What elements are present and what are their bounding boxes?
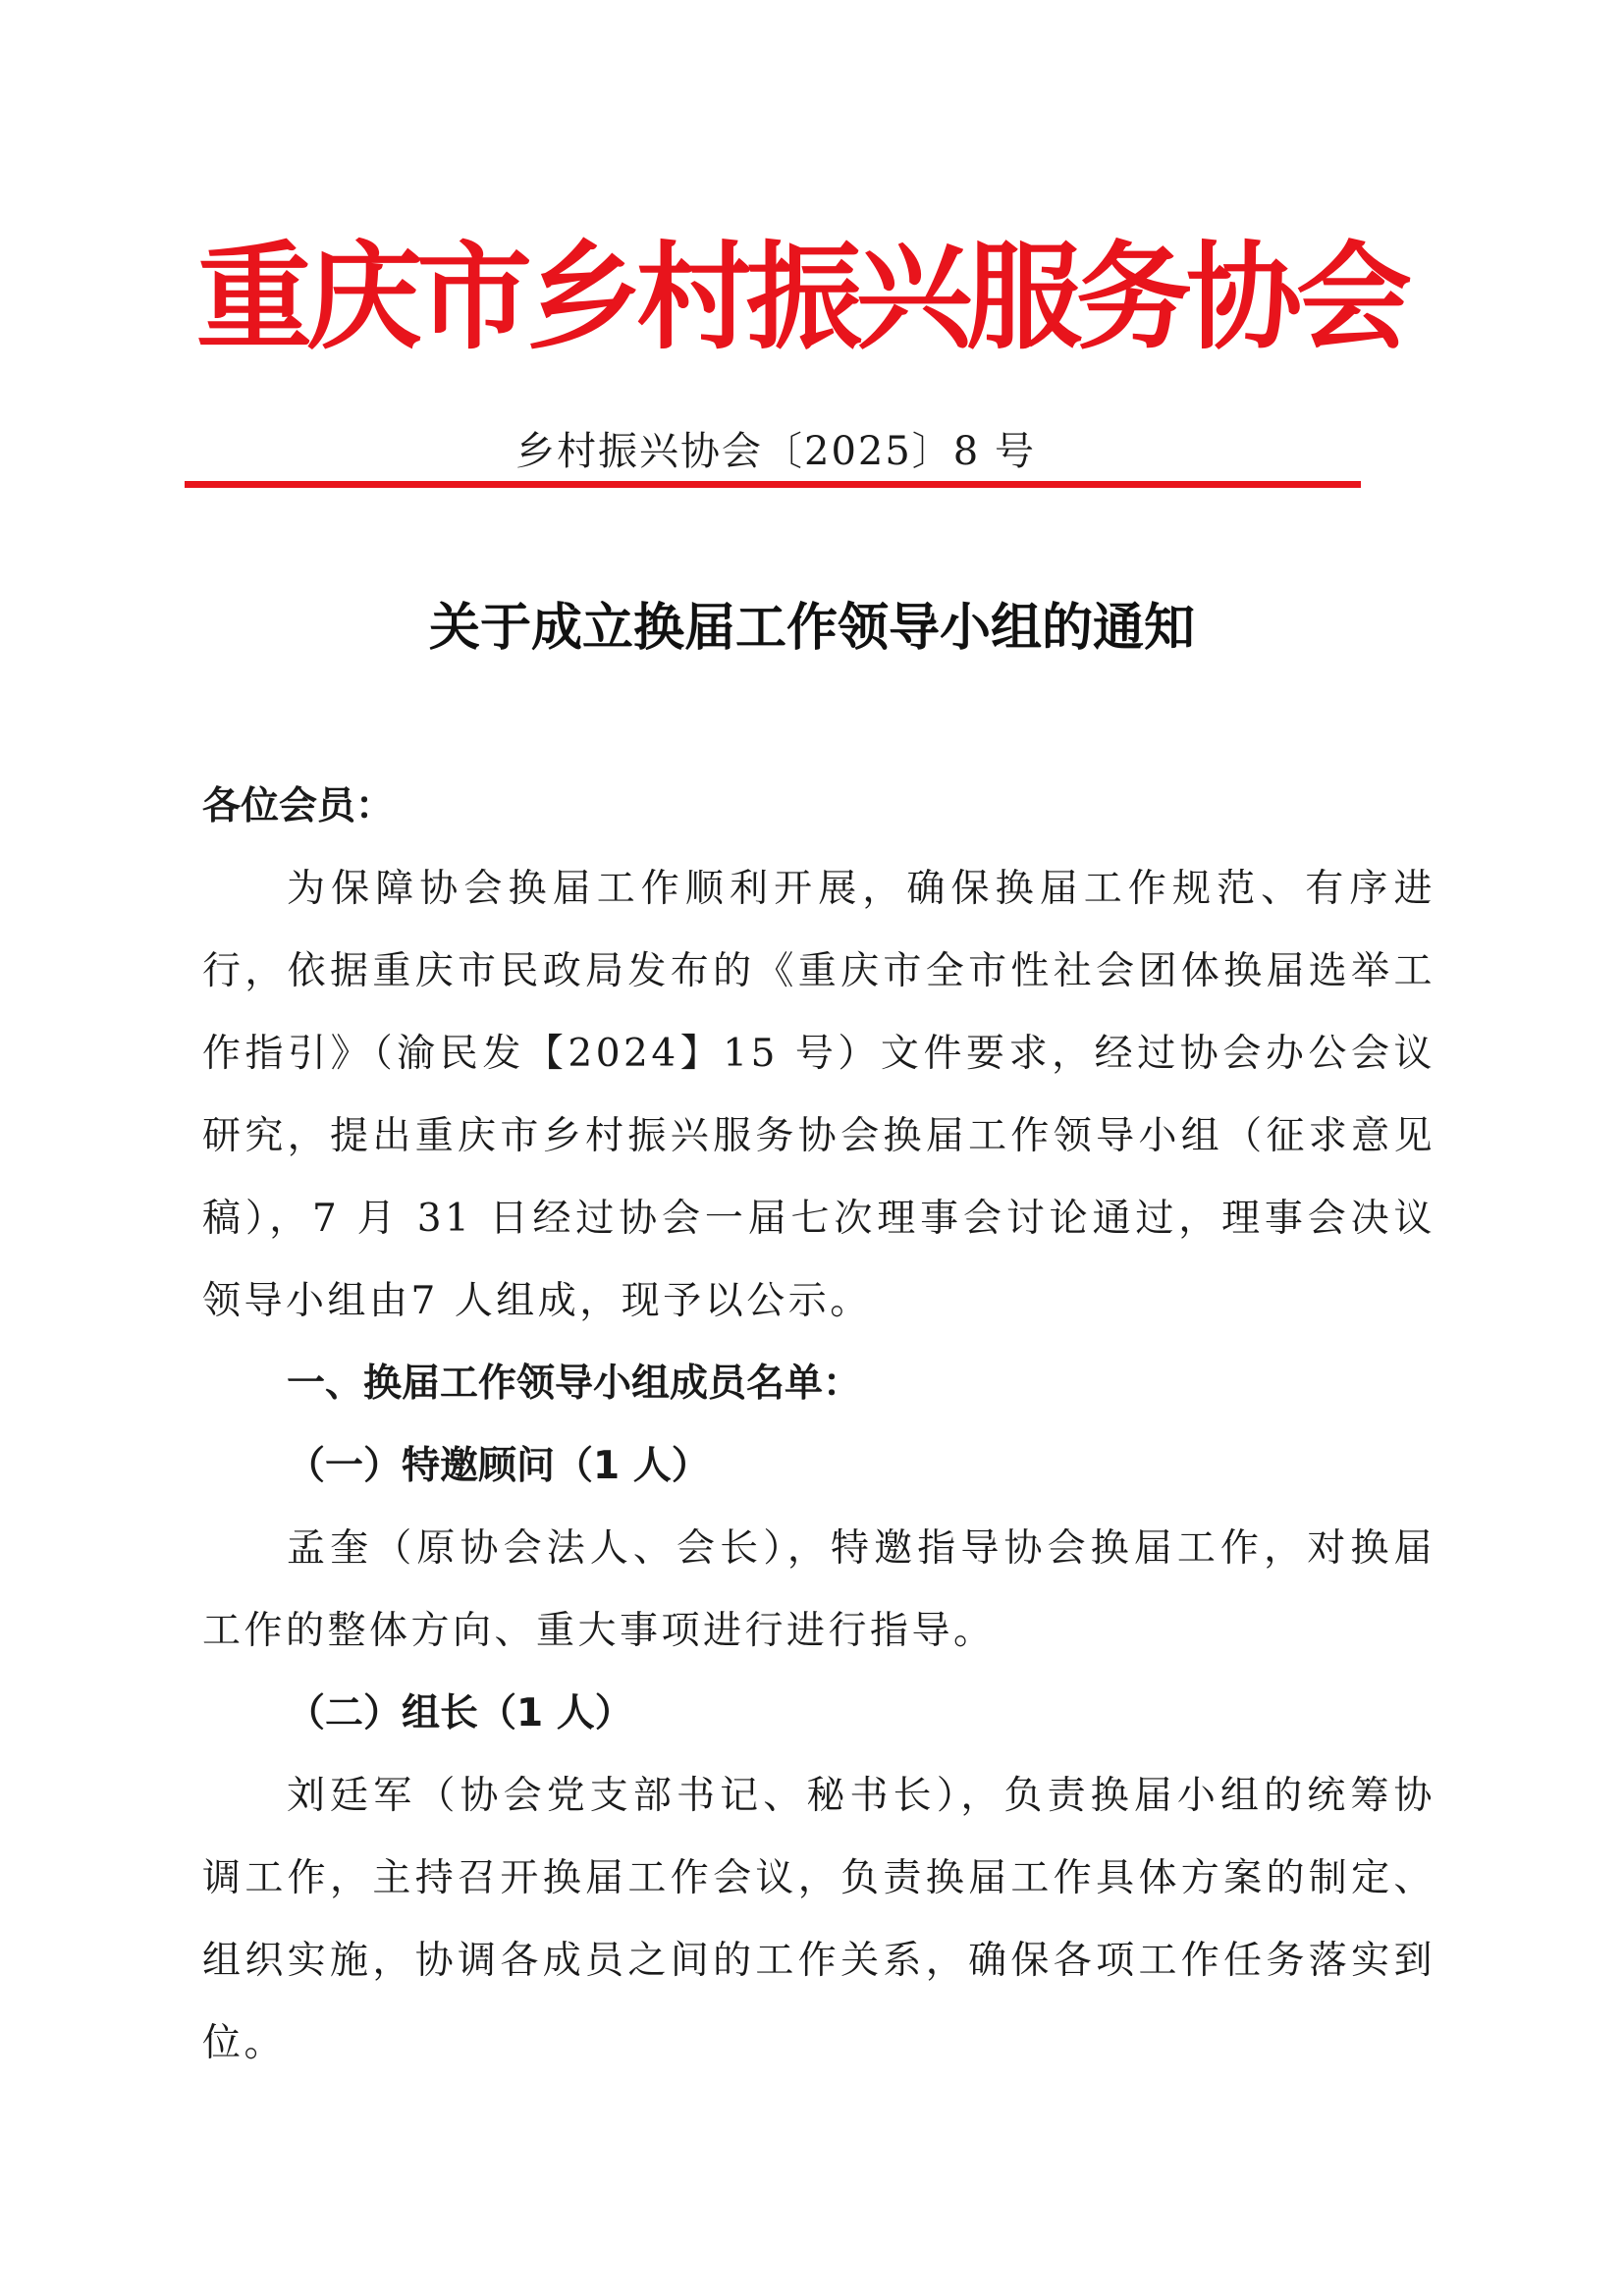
document-body [202,766,1435,2085]
subheading-special-advisor: （一）特邀顾问（1 人） [287,1444,710,1488]
section-heading-members: 一、换届工作领导小组成员名单： [287,1362,862,1406]
red-header-rule [185,481,1361,488]
intro-paragraph: 为保障协会换届工作顺利开展，确保换届工作规范、有序进行，依据重庆市民政局发布的《重庆市全市性社会团体换届选举工作指引》（渝民发【2024】15 号）文件要求，经过协会办公会议研究，提出重庆市乡村振兴服务协会换届工作领导小组（征求意见稿），7 月 31 日经过协会一届七次理事会讨论通过，理事会决议领导小组由7 人组成，现予以公示。 [202,867,1435,1323]
document-number: 乡村振兴协会〔2025〕8 号 [515,429,1036,474]
document-title: 关于成立换届工作领导小组的通知 [428,599,1195,658]
group-leader-paragraph: 刘廷军（协会党支部书记、秘书长），负责换届小组的统筹协调工作，主持召开换届工作会议，负责换届工作具体方案的制定、组织实施，协调各成员之间的工作关系，确保各项工作任务落实到位。 [202,1774,1435,2065]
organization-name: 重庆市乡村振兴服务协会 [196,230,1407,365]
subheading-group-leader: （二）组长（1 人） [287,1691,633,1735]
special-advisor-paragraph: 孟奎（原协会法人、会长），特邀指导协会换届工作，对换届工作的整体方向、重大事项进行进行指导。 [202,1526,1435,1653]
salutation: 各位会员： [202,784,395,828]
